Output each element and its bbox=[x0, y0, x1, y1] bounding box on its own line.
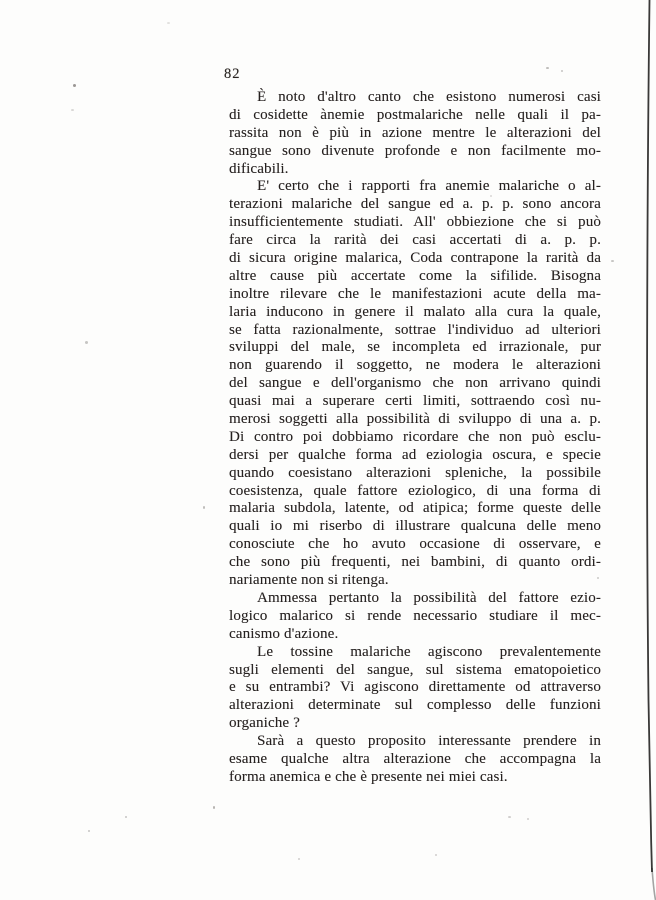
scan-speck bbox=[546, 67, 549, 69]
text-line: Di contro poi dobbiamo ricordare che non può esclu- bbox=[229, 428, 601, 445]
text-line: di cosidette ànemie postmalariche nelle quali il pa- bbox=[229, 106, 601, 123]
text-line: Le tossine malariche agiscono prevalentemente bbox=[257, 643, 601, 660]
text-line: se fatta razionalmente, sottrae l'individuo ad ulteriori bbox=[229, 321, 601, 338]
text-line: canismo d'azione. bbox=[229, 625, 339, 642]
text-line: nariamente non si ritenga. bbox=[229, 572, 389, 589]
text-line: Sarà a questo proposito interessante prendere in bbox=[257, 733, 601, 750]
text-line: altre cause più accertate come la sifilide. Bisogna bbox=[229, 267, 601, 284]
text-line: dificabili. bbox=[229, 160, 289, 177]
scan-speck bbox=[298, 858, 300, 860]
text-line: rassita non è più in azione mentre le alterazioni del bbox=[229, 124, 601, 141]
text-line: merosi soggetti alla possibilità di sviluppo di una a. p. bbox=[229, 411, 601, 428]
text-line: sugli elementi del sangue, sul sistema ematopoietico bbox=[229, 661, 601, 678]
scan-speck bbox=[167, 22, 170, 24]
text-line: malaria subdola, latente, od atipica; forme queste delle bbox=[229, 500, 601, 517]
scan-speck bbox=[88, 830, 90, 832]
scan-speck bbox=[435, 854, 437, 856]
text-line: organiche ? bbox=[229, 715, 300, 732]
text-line: quali io mi riserbo di illustrare qualcuna delle meno bbox=[229, 518, 601, 535]
text-line: quasi mai a superare certi limiti, sottraendo così nu- bbox=[229, 393, 601, 410]
text-line: che sono più frequenti, nei bambini, di quanto ordi- bbox=[229, 554, 601, 571]
text-line: non guarendo il soggetto, ne modera le alterazioni bbox=[229, 357, 601, 374]
page-text bbox=[229, 89, 601, 787]
text-line: conosciute che ho avuto occasione di osservare, e bbox=[229, 536, 601, 553]
text-line: e su entrambi? Vi agiscono direttamente od attraverso bbox=[229, 679, 601, 696]
text-line: terazioni malariche del sangue ed a. p. p. sono ancora bbox=[229, 196, 601, 213]
text-line: alterazioni determinate sul complesso delle funzioni bbox=[229, 697, 601, 714]
text-line: inoltre rilevare che le manifestazioni acute della ma- bbox=[229, 285, 601, 302]
scan-speck bbox=[213, 806, 215, 809]
scan-speck bbox=[203, 506, 205, 509]
scan-speck bbox=[73, 84, 76, 87]
scan-speck bbox=[125, 816, 127, 818]
paragraph bbox=[229, 590, 601, 644]
scan-speck bbox=[597, 577, 599, 579]
text-line: fare circa la rarità dei casi accertati di a. p. p. bbox=[229, 232, 601, 249]
text-line: forma anemica e che è presente nei miei casi. bbox=[229, 768, 508, 785]
text-line: insufficientemente studiati. All' obbiezione che si può bbox=[229, 214, 601, 231]
scan-speck bbox=[71, 109, 74, 111]
text-line: del sangue e dell'organismo che non arrivano quindi bbox=[229, 375, 601, 392]
paragraph bbox=[229, 89, 601, 178]
text-line: sangue sono divenute profonde e non facilmente mo- bbox=[229, 142, 601, 159]
scan-speck bbox=[611, 260, 614, 262]
text-line: logico malarico si rende necessario studiare il mec- bbox=[229, 607, 601, 624]
text-line: coesistenza, quale fattore eziologico, di una forma di bbox=[229, 482, 601, 499]
scan-speck bbox=[561, 70, 563, 72]
scan-speck bbox=[508, 816, 511, 818]
paragraph bbox=[229, 178, 601, 589]
text-line: È noto d'altro canto che esistono numerosi casi bbox=[257, 89, 601, 105]
text-line: E' certo che i rapporti fra anemie malariche o al- bbox=[257, 178, 601, 195]
text-line: dersi per qualche forma ad eziologia oscura, e specie bbox=[229, 446, 601, 463]
scan-speck bbox=[85, 341, 88, 344]
paragraph bbox=[229, 644, 601, 733]
paragraph bbox=[229, 733, 601, 787]
text-line: quando coesistano alterazioni spleniche, la possibile bbox=[229, 464, 601, 481]
scan-speck bbox=[490, 195, 492, 197]
text-line: laria inducono in genere il malato alla cura la quale, bbox=[229, 303, 601, 320]
text-line: Ammessa pertanto la possibilità del fattore ezio- bbox=[257, 589, 601, 606]
page-number: 82 bbox=[224, 66, 241, 82]
text-line: esame qualche altra alterazione che accompagna la bbox=[229, 750, 601, 767]
scan-speck bbox=[527, 818, 529, 820]
text-line: sviluppi del male, se incompleta ed irrazionale, pur bbox=[229, 339, 601, 356]
text-line: di sicura origine malarica, Coda contrapone la rarità da bbox=[229, 250, 601, 267]
